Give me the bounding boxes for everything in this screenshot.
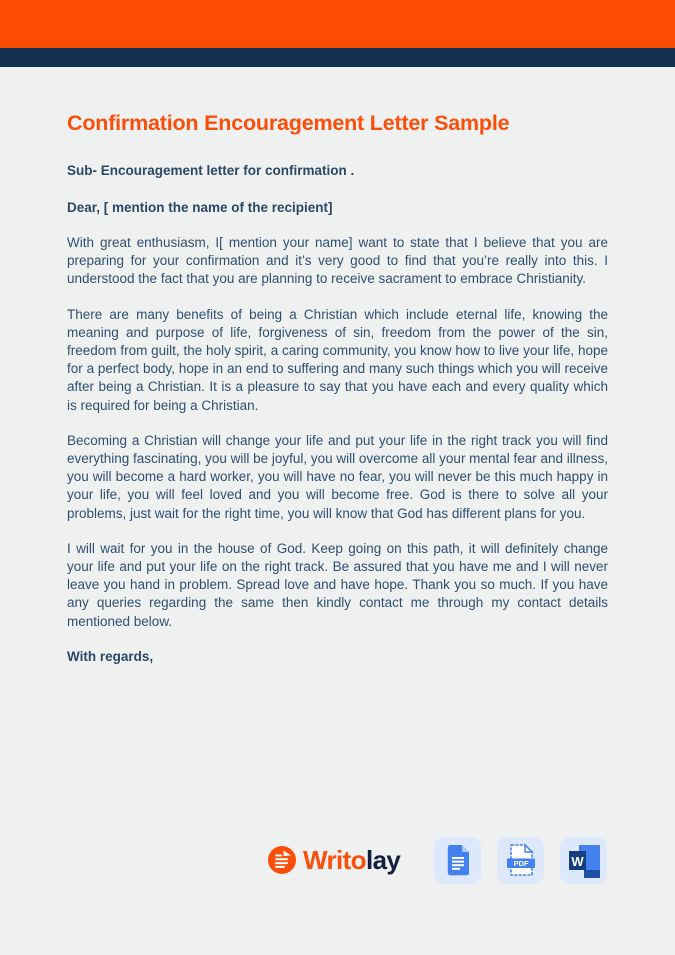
google-docs-icon[interactable]: [434, 837, 481, 884]
letter-paragraph: I will wait for you in the house of God. Keep going on this path, it will definitely change your life and put your life on the right track. Be assured that you have me and I will never leave you hand in problem. Spread love and have hope. Thank you so much. If you have any queries regarding the same then kindly contact me through my contact details mentioned below.: [67, 540, 608, 629]
writolay-logo-icon: [268, 846, 296, 874]
word-label: W: [571, 854, 584, 869]
subject-line: Sub- Encouragement letter for confirmation .: [67, 163, 355, 178]
letter-paragraph: Becoming a Christian will change your life and put your life in the right track you will find everything fascinating, you will be joyful, you will overcome all your mental fear and illness, you will become a hard worker, you will have no fear, you will never be this much happy in your life, you will feel loved and you will become free. God is there to solve all your problems, just wait for the right time, you will know that God has different plans for you.: [67, 432, 609, 521]
salutation: Dear, [ mention the name of the recipient]: [67, 200, 333, 215]
file-format-icons: [434, 837, 607, 884]
google-docs-glyph: [441, 842, 475, 878]
brand-name-part1: Writo: [303, 845, 366, 875]
header-navy-bar: [0, 48, 675, 67]
pdf-icon[interactable]: [497, 837, 544, 884]
pdf-label: PDF: [513, 859, 529, 868]
header-orange-bar: [0, 0, 675, 48]
letter-paragraph: With great enthusiasm, I[ mention your name] want to state that I believe that you are preparing for your confirmation and it’s very good to find that you’re really into this. I understood the fact that you are planning to receive sacrament to embrace Christianity.: [67, 235, 608, 287]
word-icon[interactable]: [560, 837, 607, 884]
brand-name: [303, 846, 400, 874]
page-title: Confirmation Encouragement Letter Sample: [67, 111, 510, 135]
pdf-glyph: [502, 841, 540, 879]
footer: [268, 836, 607, 884]
word-glyph: [565, 840, 603, 880]
closing-line: With regards,: [67, 648, 154, 664]
brand-name-part2: lay: [365, 845, 401, 875]
letter-paragraph: There are many benefits of being a Christian which include eternal life, knowing the meaning and purpose of life, forgiveness of sin, freedom from the power of the sin, freedom from guilt, the holy spirit, a caring community, you know how to live your life, hope for a perfect body, hope in an end to suffering and many such things which you will receive after being a Christian. It is a pleasure to say that you have each and every quality which is required for being a Christian.: [67, 306, 608, 413]
letter-content: [0, 67, 675, 664]
brand-logo[interactable]: [268, 846, 400, 874]
